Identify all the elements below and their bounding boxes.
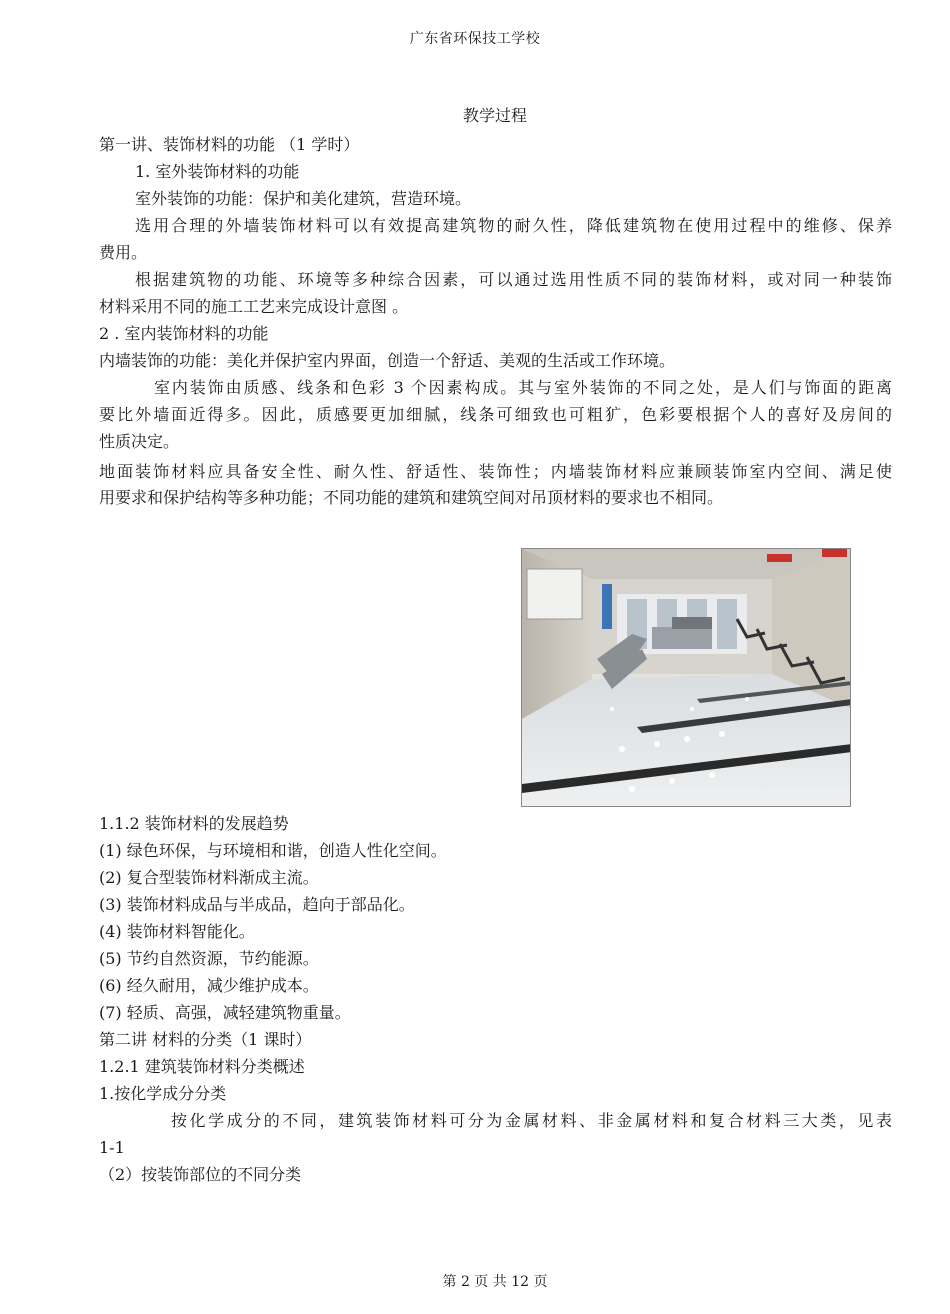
chemical-paragraph-line2: 1-1: [99, 1138, 125, 1157]
indoor-subheading: 2 . 室内装饰材料的功能: [99, 324, 269, 343]
indoor-paragraph-line1: 室内装饰由质感、线条和色彩 3 个因素构成。其与室外装饰的不同之处，是人们与饰面的距离: [154, 378, 892, 397]
outdoor-paragraph-line2: 费用。: [99, 243, 148, 262]
floor-paragraph-line2: 用要求和保护结构等多种功能；不同功能的建筑和建筑空间对吊顶材料的要求也不相同。: [99, 488, 724, 507]
outdoor-paragraph-line1: 选用合理的外墙装饰材料可以有效提高建筑物的耐久性，降低建筑物在使用过程中的维修、保养: [135, 216, 892, 235]
trend-item: (3) 装饰材料成品与半成品，趋向于部品化。: [99, 895, 415, 914]
trend-item: (6) 经久耐用，减少维护成本。: [99, 976, 319, 995]
trend-heading: 1.1.2 装饰材料的发展趋势: [99, 814, 289, 833]
design-paragraph-line2: 材料采用不同的施工工艺来完成设计意图 。: [99, 297, 409, 316]
chemical-paragraph-line1: 按化学成分的不同，建筑装饰材料可分为金属材料、非金属材料和复合材料三大类，见表: [171, 1111, 892, 1130]
design-paragraph-line1: 根据建筑物的功能、环境等多种综合因素，可以通过选用性质不同的装饰材料，或对同一种装饰: [135, 270, 892, 289]
page-number: 第 2 页 共 12 页: [442, 1274, 548, 1290]
lecture1-heading: 第一讲、装饰材料的功能 （1 学时）: [99, 135, 360, 154]
indoor-paragraph-line3: 性质决定。: [99, 432, 180, 451]
location-classification-heading: （2）按装饰部位的不同分类: [99, 1165, 302, 1184]
school-header: 广东省环保技工学校: [409, 31, 541, 47]
trend-item: (7) 轻质、高强，减轻建筑物重量。: [99, 1003, 351, 1022]
indoor-paragraph-line2: 要比外墙面近得多。因此，质感要更加细腻，线条可细致也可粗犷，色彩要根据个人的喜好及房间的: [99, 405, 892, 424]
trend-item: (5) 节约自然资源，节约能源。: [99, 949, 319, 968]
trend-item: (2) 复合型装饰材料渐成主流。: [99, 868, 319, 887]
floor-paragraph-line1: 地面装饰材料应具备安全性、耐久性、舒适性、装饰性；内墙装饰材料应兼顾装饰室内空间、满足使: [99, 462, 892, 481]
lecture2-heading: 第二讲 材料的分类（1 课时）: [99, 1030, 312, 1049]
page-title: 教学过程: [462, 106, 527, 125]
chemical-classification-heading: 1.按化学成分分类: [99, 1084, 227, 1103]
outdoor-function-text: 室外装饰的功能：保护和美化建筑，营造环境。: [135, 189, 472, 208]
interior-lobby-photo: [521, 548, 851, 807]
trend-item: (1) 绿色环保，与环境相和谐，创造人性化空间。: [99, 841, 447, 860]
trend-item: (4) 装饰材料智能化。: [99, 922, 255, 941]
indoor-function-text: 内墙装饰的功能：美化并保护室内界面，创造一个舒适、美观的生活或工作环境。: [99, 351, 676, 370]
classification-subheading: 1.2.1 建筑装饰材料分类概述: [99, 1057, 305, 1076]
outdoor-subheading: 1. 室外装饰材料的功能: [135, 162, 300, 181]
